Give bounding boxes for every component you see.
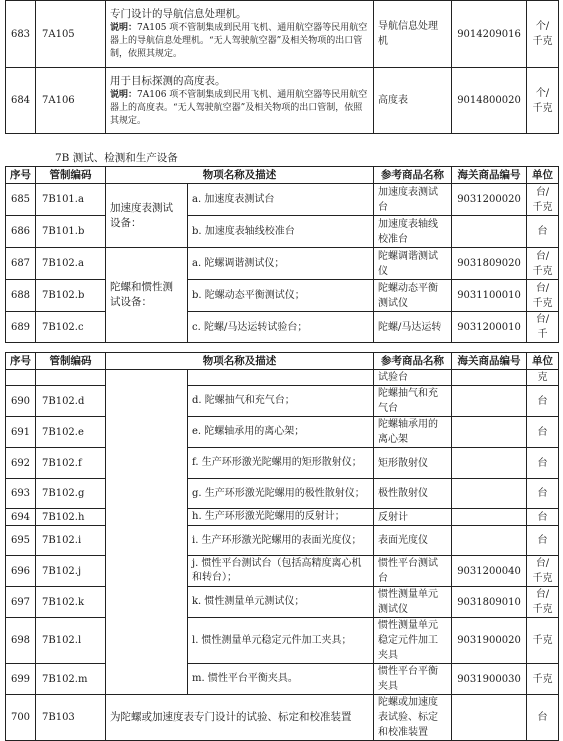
header-hs: 海关商品编号	[452, 167, 527, 184]
row-number: 700	[6, 695, 36, 741]
reference-name: 惯性平台测试台	[374, 556, 452, 587]
control-code: 7B102.h	[36, 509, 106, 526]
control-code: 7B102.j	[36, 556, 106, 587]
unit: 台	[527, 509, 559, 526]
hs-code: 9031200020	[452, 184, 527, 216]
unit: 台/千克	[527, 248, 559, 280]
note-text: 7A105 项不管制集成到民用飞机、通用航空器等民用航空器上的导航信息处理机。“无人驾驶航空器”及相关物项的出口管制，依照其规定。	[110, 23, 368, 59]
hs-code: 9014209016	[452, 1, 527, 68]
table-row	[6, 509, 559, 526]
hs-code	[452, 479, 527, 509]
row-number: 686	[6, 216, 36, 248]
control-code: 7A106	[36, 68, 106, 134]
note-label: 说明：	[110, 89, 138, 100]
sub-item: b. 加速度表轴线校准台	[188, 216, 374, 248]
sub-item: l. 惯性测量单元稳定元件加工夹具；	[188, 618, 374, 664]
sub-item: a. 加速度表测试台	[188, 184, 374, 216]
reference-name: 陀螺或加速度表试验、标定和校准装置	[374, 695, 452, 741]
control-code: 7A105	[36, 1, 106, 68]
hs-code: 9031900030	[452, 664, 527, 695]
control-code: 7B102.d	[36, 386, 106, 417]
control-code: 7B102.c	[36, 312, 106, 343]
control-code: 7B102.k	[36, 587, 106, 618]
unit: 个/千克	[527, 1, 559, 68]
note-label: 说明：	[110, 23, 138, 33]
row-number: 685	[6, 184, 36, 216]
table-row	[6, 556, 559, 587]
item-title: 专门设计的导航信息处理机。	[110, 8, 247, 20]
reference-name: 惯性测量单元测试仪	[374, 587, 452, 618]
reference-name: 极性散射仪	[374, 479, 452, 509]
row-number: 691	[6, 417, 36, 448]
table-row	[6, 280, 559, 312]
hs-code: 9031809020	[452, 248, 527, 280]
equipment-table-1	[5, 166, 559, 343]
header-unit: 单位	[527, 167, 559, 184]
sub-item: e. 陀螺轴承用的离心架；	[188, 417, 374, 448]
control-code: 7B102.g	[36, 479, 106, 509]
hs-code: 9014800020	[452, 68, 527, 134]
row-number: 689	[6, 312, 36, 343]
table-row	[6, 417, 559, 448]
reference-name: 惯性平台平衡夹具	[374, 664, 452, 695]
table-row	[6, 312, 559, 343]
table-row	[6, 448, 559, 479]
reference-name: 矩形散射仪	[374, 448, 452, 479]
table-row	[6, 664, 559, 695]
row-number: 698	[6, 618, 36, 664]
table-row	[6, 1, 559, 68]
item-description	[106, 1, 374, 68]
header-ref: 参考商品名称	[374, 167, 452, 184]
hs-code: 9031900020	[452, 618, 527, 664]
note-text: 7A106 项不管制集成到民用飞机、通用航空器等民用航空器上的高度表。“无人驾驶航空器”及相关物项的出口管制，依照其规定。	[110, 89, 368, 126]
reference-name: 试验台	[374, 370, 452, 386]
reference-name: 惯性测量单元稳定元件加工夹具	[374, 618, 452, 664]
table-row	[6, 386, 559, 417]
unit: 台	[527, 526, 559, 556]
sub-item: a. 陀螺调谐测试仪；	[188, 248, 374, 280]
unit: 台/千克	[527, 280, 559, 312]
row-number: 697	[6, 587, 36, 618]
reference-name: 陀螺抽气和充气台	[374, 386, 452, 417]
header-code: 管制编码	[36, 353, 106, 370]
unit: 台	[527, 695, 559, 741]
header-hs: 海关商品编号	[452, 353, 527, 370]
item-description	[106, 68, 374, 134]
table-row	[6, 248, 559, 280]
control-code: 7B102.f	[36, 448, 106, 479]
row-number: 696	[6, 556, 36, 587]
group-description: 陀螺和惯性测试设备：	[106, 248, 188, 343]
sub-item: i. 生产环形激光陀螺用的表面光度仪；	[188, 526, 374, 556]
row-number: 694	[6, 509, 36, 526]
unit: 台/千克	[527, 587, 559, 618]
unit: 台/千克	[527, 184, 559, 216]
control-code: 7B102.e	[36, 417, 106, 448]
control-code: 7B102.m	[36, 664, 106, 695]
header-desc: 物项名称及描述	[106, 353, 374, 370]
sub-item: h. 生产环形激光陀螺用的反射计；	[188, 509, 374, 526]
sub-item: m. 惯性平台平衡夹具。	[188, 664, 374, 695]
hs-code: 9031100010	[452, 280, 527, 312]
group-description-continued	[106, 370, 188, 695]
hs-code	[452, 216, 527, 248]
row-number: 687	[6, 248, 36, 280]
reference-name: 陀螺调谐测试仪	[374, 248, 452, 280]
hs-code: 9031200010	[452, 312, 527, 343]
hs-code	[452, 448, 527, 479]
control-code: 7B102.a	[36, 248, 106, 280]
unit: 台	[527, 386, 559, 417]
hs-code	[452, 695, 527, 741]
row-number: 683	[6, 1, 36, 68]
unit: 克	[527, 370, 559, 386]
table-row	[6, 184, 559, 216]
table-row	[6, 695, 559, 741]
table-row	[6, 618, 559, 664]
item-description: 为陀螺或加速度表专门设计的试验、标定和校准装置	[106, 695, 374, 741]
unit: 个/千克	[527, 68, 559, 134]
header-ref: 参考商品名称	[374, 353, 452, 370]
unit: 台	[527, 479, 559, 509]
item-note	[110, 22, 369, 61]
table-row	[6, 526, 559, 556]
unit: 千克	[527, 618, 559, 664]
row-number: 699	[6, 664, 36, 695]
reference-name: 陀螺动态平衡测试仪	[374, 280, 452, 312]
control-code: 7B103	[36, 695, 106, 741]
table-header	[6, 353, 559, 370]
sub-item: f. 生产环形激光陀螺用的矩形散射仪；	[188, 448, 374, 479]
item-note	[110, 89, 369, 128]
row-number: 695	[6, 526, 36, 556]
hs-code	[452, 526, 527, 556]
reference-name: 高度表	[374, 68, 452, 134]
control-code: 7B102.i	[36, 526, 106, 556]
row-number: 684	[6, 68, 36, 134]
table-row	[6, 68, 559, 134]
sub-item: c. 陀螺/马达运转试验台；	[188, 312, 374, 343]
reference-name: 加速度表测试台	[374, 184, 452, 216]
sub-item: k. 惯性测量单元测试仪；	[188, 587, 374, 618]
control-code: 7B101.a	[36, 184, 106, 216]
header-num: 序号	[6, 353, 36, 370]
sub-item: j. 惯性平台测试台（包括高精度离心机和转台）；	[188, 556, 374, 587]
reference-name: 加速度表轴线校准台	[374, 216, 452, 248]
top-continuation-table	[5, 0, 559, 134]
row-number: 692	[6, 448, 36, 479]
unit: 千克	[527, 664, 559, 695]
control-code: 7B102.l	[36, 618, 106, 664]
hs-code	[452, 509, 527, 526]
sub-item: b. 陀螺动态平衡测试仪；	[188, 280, 374, 312]
section-heading: 7B 测试、检测和生产设备	[55, 152, 178, 164]
unit: 台	[527, 448, 559, 479]
reference-name: 陀螺/马达运转	[374, 312, 452, 343]
unit: 台/千	[527, 312, 559, 343]
header-unit: 单位	[527, 353, 559, 370]
table-row	[6, 479, 559, 509]
table-row	[6, 587, 559, 618]
hs-code	[452, 386, 527, 417]
item-title: 用于目标探测的高度表。	[110, 74, 226, 87]
control-code: 7B101.b	[36, 216, 106, 248]
sub-item: d. 陀螺抽气和充气台；	[188, 386, 374, 417]
unit: 台	[527, 216, 559, 248]
unit: 台/千克	[527, 556, 559, 587]
continuation-row	[6, 370, 559, 386]
reference-name: 陀螺轴承用的离心架	[374, 417, 452, 448]
sub-item: g. 生产环形激光陀螺用的极性散射仪；	[188, 479, 374, 509]
unit: 台	[527, 417, 559, 448]
row-number: 690	[6, 386, 36, 417]
hs-code: 9031200040	[452, 556, 527, 587]
reference-name: 导航信息处理机	[374, 1, 452, 68]
reference-name: 反射计	[374, 509, 452, 526]
table-header	[6, 167, 559, 184]
header-code: 管制编码	[36, 167, 106, 184]
group-description: 加速度表测试设备：	[106, 184, 188, 248]
reference-name: 表面光度仪	[374, 526, 452, 556]
header-num: 序号	[6, 167, 36, 184]
control-code: 7B102.b	[36, 280, 106, 312]
hs-code	[452, 417, 527, 448]
equipment-table-2	[5, 352, 559, 741]
table-row	[6, 216, 559, 248]
hs-code: 9031809010	[452, 587, 527, 618]
row-number: 688	[6, 280, 36, 312]
header-desc: 物项名称及描述	[106, 167, 374, 184]
row-number: 693	[6, 479, 36, 509]
